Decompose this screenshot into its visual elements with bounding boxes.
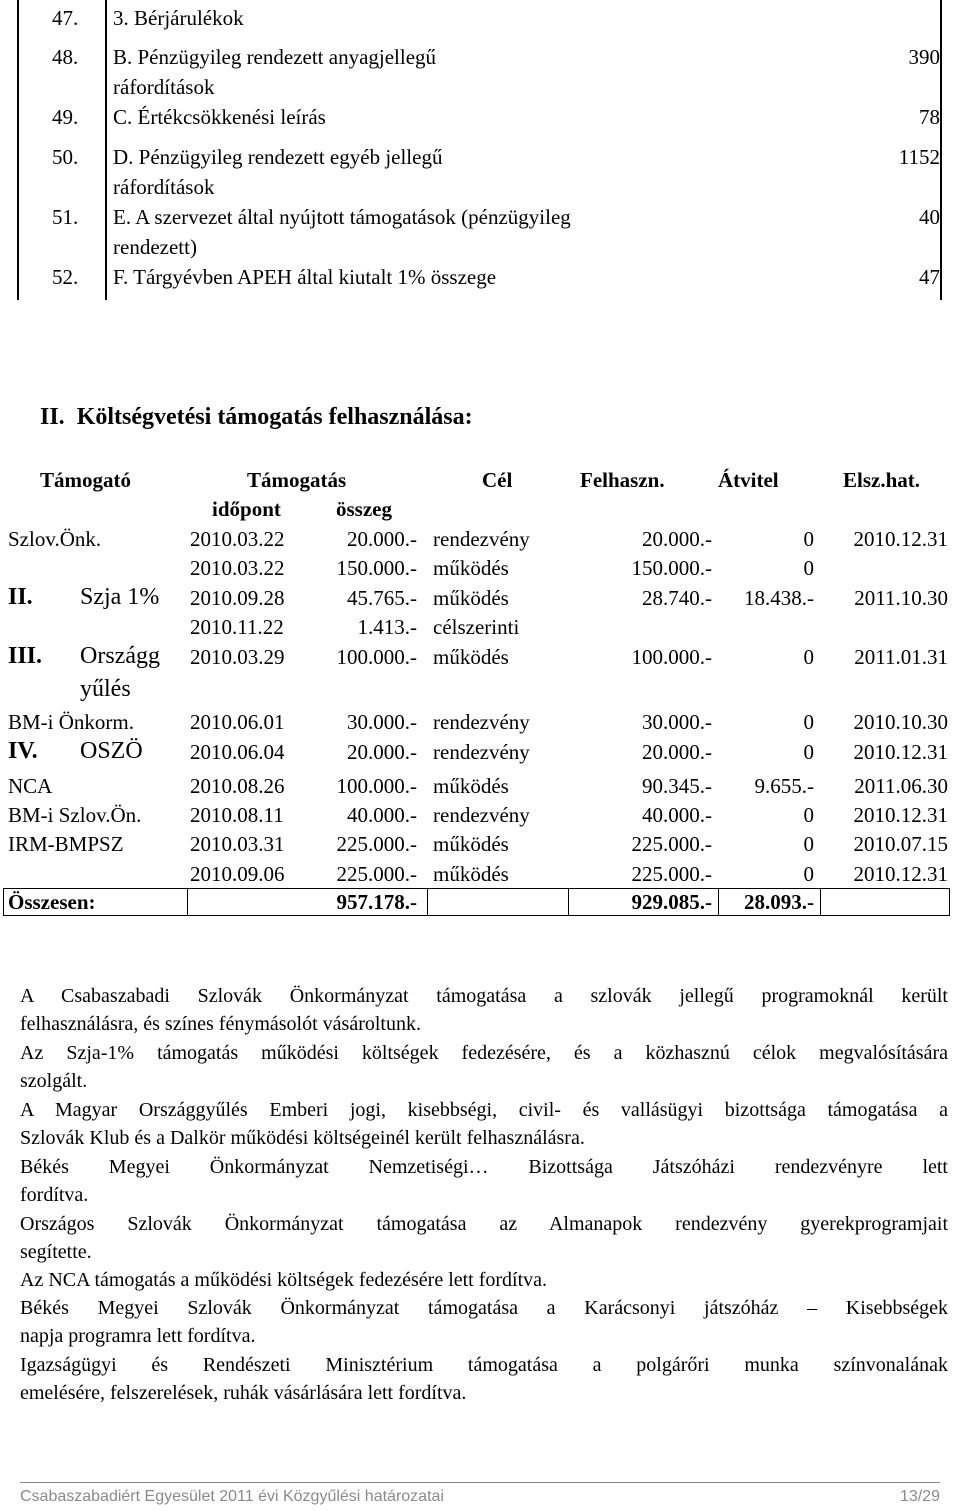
- row-goal: célszerinti: [433, 615, 520, 639]
- paragraph-line: emelésére, felszerelések, ruhák vásárlására lett fordítva.: [20, 1382, 467, 1404]
- row-deadline: 2010.12.31: [853, 862, 948, 886]
- row-used: 40.000.-: [642, 803, 712, 827]
- total-bottom-line: [3, 915, 950, 916]
- row-amount: 30.000.-: [347, 710, 417, 734]
- row-carry: 0: [803, 710, 814, 734]
- row-date: 2010.11.22: [190, 615, 284, 639]
- row-supporter: NCA: [8, 774, 53, 798]
- paragraph: [20, 982, 948, 1038]
- row-deadline: 2010.12.31: [853, 803, 948, 827]
- row-deadline: 2011.06.30: [854, 774, 948, 798]
- paragraph-line: fordítva.: [20, 1184, 89, 1206]
- paragraph-line: segítette.: [20, 1241, 92, 1263]
- header-tamogato: Támogató: [40, 468, 131, 492]
- top-row-number: 48.: [52, 45, 79, 69]
- header-idopont: időpont: [212, 497, 281, 521]
- row-date: 2010.03.31: [190, 832, 285, 856]
- paragraph-line: Igazságügyi és Rendészeti Minisztérium támogatása a polgárőri munka színvonalának: [20, 1354, 948, 1376]
- row-carry: 0: [803, 803, 814, 827]
- row-goal: rendezvény: [433, 803, 530, 827]
- total-col-line-6: [820, 888, 821, 916]
- row-used: 90.345.-: [642, 774, 712, 798]
- top-row-text-continued: rendezett): [113, 235, 197, 259]
- top-row-number: 50.: [52, 145, 79, 169]
- total-label: Összesen:: [8, 890, 96, 914]
- header-tamogatas: Támogatás: [247, 468, 347, 492]
- row-goal: működés: [433, 586, 509, 610]
- top-row-text: 3. Bérjárulékok: [113, 6, 244, 30]
- row-date: 2010.09.06: [190, 862, 285, 886]
- top-row-text: D. Pénzügyileg rendezett egyéb jellegű: [113, 145, 443, 169]
- row-carry: 0: [803, 527, 814, 551]
- row-deadline: 2010.12.31: [853, 740, 948, 764]
- paragraph-line: Az Szja-1% támogatás működési költségek fedezésére, és a közhasznú célok megvalósítására: [20, 1042, 948, 1064]
- row-carry: 0: [803, 740, 814, 764]
- table-border-col: [105, 0, 107, 300]
- row-amount: 1.413.-: [357, 615, 417, 639]
- paragraph: [20, 1294, 948, 1350]
- row-deadline: 2010.07.15: [853, 832, 948, 856]
- paragraph: [20, 1351, 948, 1407]
- row-used: 225.000.-: [631, 832, 712, 856]
- paragraph-line: napja programra lett fordítva.: [20, 1325, 256, 1347]
- row-goal: működés: [433, 774, 509, 798]
- row-supporter: Szlov.Önk.: [8, 527, 102, 551]
- row-date: 2010.06.04: [190, 740, 285, 764]
- footer-page-number: 13/29: [899, 1488, 940, 1505]
- top-row-value: 1152: [898, 145, 940, 169]
- top-row-text-continued: ráfordítások: [113, 175, 215, 199]
- paragraph-line: szolgált.: [20, 1070, 88, 1092]
- paragraph-line: A Magyar Országgyűlés Emberi jogi, kisebbségi, civil- és vallásügyi bizottsága támogatása a: [20, 1099, 948, 1121]
- top-row-text: E. A szervezet által nyújtott támogatások (pénzügyileg: [113, 205, 571, 229]
- row-used: 20.000.-: [642, 527, 712, 551]
- total-col-line-1: [3, 888, 4, 916]
- row-goal: működés: [433, 862, 509, 886]
- paragraph: [20, 1096, 948, 1152]
- row-date: 2010.08.11: [190, 803, 284, 827]
- row-carry: 0: [803, 556, 814, 580]
- paragraph-line: felhasználásra, és színes fénymásolót vásároltunk.: [20, 1013, 421, 1035]
- row-deadline: 2011.01.31: [854, 645, 948, 669]
- header-osszeg: összeg: [336, 497, 392, 521]
- row-date: 2010.09.28: [190, 586, 285, 610]
- row-deadline: 2010.12.31: [853, 527, 948, 551]
- row-supporter: Szja 1%: [80, 584, 160, 610]
- row-supporter: Országg: [80, 643, 160, 669]
- row-amount: 100.000.-: [336, 774, 417, 798]
- header-felhaszn: Felhaszn.: [580, 468, 665, 492]
- footer-left: Csabaszabadiért Egyesület 2011 évi Közgyűlési határozatai: [20, 1488, 444, 1505]
- row-goal: működés: [433, 645, 509, 669]
- paragraph: [20, 1210, 948, 1266]
- total-col-line-4: [568, 888, 569, 916]
- row-roman-numeral: II.: [8, 584, 33, 610]
- row-supporter-continued: yűlés: [80, 676, 131, 702]
- row-used: 225.000.-: [631, 862, 712, 886]
- row-amount: 40.000.-: [347, 803, 417, 827]
- table-border-left: [17, 0, 19, 300]
- row-carry: 0: [803, 862, 814, 886]
- top-row-number: 49.: [52, 105, 79, 129]
- top-row-text-continued: ráfordítások: [113, 75, 215, 99]
- row-amount: 225.000.-: [336, 832, 417, 856]
- row-goal: rendezvény: [433, 527, 530, 551]
- top-row-text: C. Értékcsökkenési leírás: [113, 105, 326, 129]
- row-deadline: 2010.10.30: [853, 710, 948, 734]
- row-date: 2010.03.22: [190, 527, 285, 551]
- row-goal: rendezvény: [433, 740, 530, 764]
- row-amount: 45.765.-: [347, 586, 417, 610]
- row-goal: rendezvény: [433, 710, 530, 734]
- paragraph-line: Az NCA támogatás a működési költségek fedezésére lett fordítva.: [20, 1269, 548, 1291]
- row-date: 2010.06.01: [190, 710, 285, 734]
- top-row-text: F. Tárgyévben APEH által kiutalt 1% összege: [113, 265, 497, 289]
- row-amount: 20.000.-: [347, 527, 417, 551]
- row-carry: 9.655.-: [754, 774, 814, 798]
- paragraph-line: Békés Megyei Önkormányzat Nemzetiségi… Bizottsága Játszóházi rendezvényre lett: [20, 1156, 948, 1178]
- row-supporter: IRM-BMPSZ: [8, 832, 124, 856]
- total-carry: 28.093.-: [744, 890, 814, 914]
- total-col-line-3: [427, 888, 428, 916]
- row-date: 2010.03.22: [190, 556, 285, 580]
- top-row-value: 47: [919, 265, 940, 289]
- top-row-number: 51.: [52, 205, 79, 229]
- paragraph-line: Békés Megyei Szlovák Önkormányzat támogatása a Karácsonyi játszóház – Kisebbségek: [20, 1297, 948, 1319]
- row-amount: 20.000.-: [347, 740, 417, 764]
- row-used: 100.000.-: [631, 645, 712, 669]
- row-goal: működés: [433, 556, 509, 580]
- header-cel: Cél: [482, 468, 513, 492]
- top-row-value: 78: [919, 105, 940, 129]
- top-row-text: B. Pénzügyileg rendezett anyagjellegű: [113, 45, 437, 69]
- row-used: 28.740.-: [642, 586, 712, 610]
- header-atvitel: Átvitel: [718, 468, 779, 492]
- row-carry: 18.438.-: [744, 586, 814, 610]
- row-supporter: BM-i Szlov.Ön.: [8, 803, 142, 827]
- row-carry: 0: [803, 645, 814, 669]
- row-roman-numeral: IV.: [8, 738, 38, 764]
- top-row-number: 52.: [52, 265, 79, 289]
- row-amount: 225.000.-: [336, 862, 417, 886]
- row-used: 20.000.-: [642, 740, 712, 764]
- total-top-line: [3, 888, 950, 889]
- row-date: 2010.03.29: [190, 645, 285, 669]
- total-col-line-7: [949, 888, 950, 916]
- paragraph: [20, 1039, 948, 1095]
- footer-rule: [20, 1482, 940, 1483]
- row-used: 150.000.-: [631, 556, 712, 580]
- paragraph: [20, 1266, 948, 1294]
- table-border-right: [940, 0, 942, 300]
- row-deadline: 2011.10.30: [854, 586, 948, 610]
- section-title-text: Költségvetési támogatás felhasználása:: [76, 404, 473, 430]
- row-goal: működés: [433, 832, 509, 856]
- header-elszhat: Elsz.hat.: [843, 468, 921, 492]
- row-date: 2010.08.26: [190, 774, 285, 798]
- row-supporter: OSZÖ: [80, 738, 143, 764]
- total-amount: 957.178.-: [336, 890, 417, 914]
- row-carry: 0: [803, 832, 814, 856]
- paragraph-line: Országos Szlovák Önkormányzat támogatása az Almanapok rendezvény gyerekprogramjait: [20, 1213, 948, 1235]
- paragraph-line: A Csabaszabadi Szlovák Önkormányzat támogatása a szlovák jellegű programoknál került: [20, 985, 948, 1007]
- row-supporter: BM-i Önkorm.: [8, 710, 134, 734]
- total-col-line-2: [187, 888, 188, 916]
- total-col-line-5: [718, 888, 719, 916]
- row-roman-numeral: III.: [8, 643, 43, 669]
- row-amount: 150.000.-: [336, 556, 417, 580]
- paragraph-line: Szlovák Klub és a Dalkör működési költségeinél került felhasználásra.: [20, 1127, 585, 1149]
- paragraph: [20, 1153, 948, 1209]
- section-title: [40, 404, 473, 431]
- top-row-value: 40: [919, 205, 940, 229]
- section-number: II.: [40, 404, 65, 430]
- top-row-number: 47.: [52, 6, 79, 30]
- top-row-value: 390: [908, 45, 940, 69]
- row-amount: 100.000.-: [336, 645, 417, 669]
- total-used: 929.085.-: [631, 890, 712, 914]
- row-used: 30.000.-: [642, 710, 712, 734]
